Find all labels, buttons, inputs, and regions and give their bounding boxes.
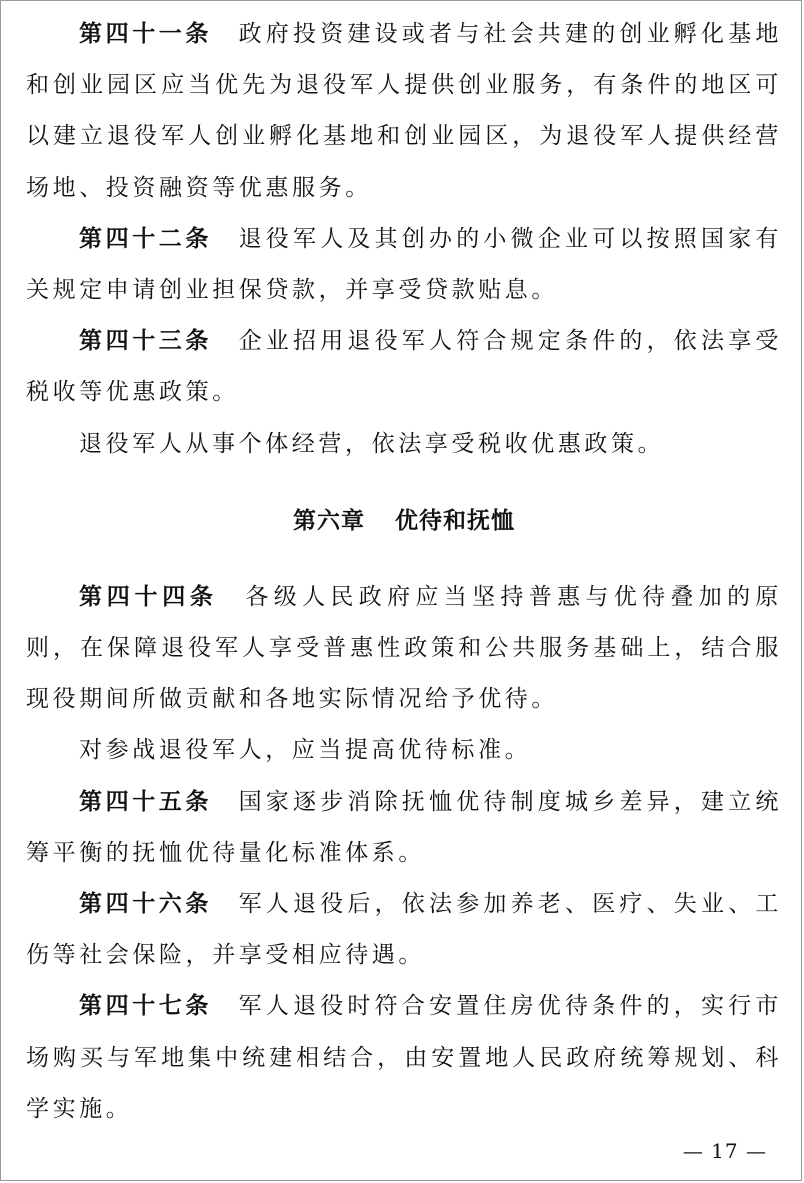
article-number: 第四十七条 (79, 993, 212, 1020)
chapter-title: 优待和抚恤 (395, 507, 515, 534)
article-44-continuation: 对参战退役军人，应当提高优待标准。 (79, 737, 532, 764)
article-number: 第四十四条 (79, 583, 218, 610)
chapter-heading (26, 470, 782, 572)
article-text: 军人退役后，依法参加养老、医疗、失业、工伤等社会保险，并享受相应待遇。 (26, 891, 782, 969)
article-text: 退役军人及其创办的小微企业可以按照国家有关规定申请创业担保贷款，并享受贷款贴息。 (26, 225, 782, 304)
page-number: — 17 — (682, 1139, 767, 1163)
article-42 (26, 214, 782, 316)
article-text: 国家逐步消除抚恤优待制度城乡差异，建立统筹平衡的抚恤优待量化标准体系。 (26, 788, 782, 866)
article-45 (26, 777, 782, 879)
page-content (26, 9, 782, 1135)
article-43-continuation: 退役军人从事个体经营，依法享受税收优惠政策。 (79, 430, 665, 457)
article-text: 政府投资建设或者与社会共建的创业孵化基地和创业园区应当优先为退役军人提供创业服务，有条件的地区可以建立退役军人创业孵化基地和创业园区，为退役军人提供经营场地、投资融资等优惠服务。 (26, 21, 782, 201)
article-number: 第四十六条 (79, 891, 212, 918)
article-43 (26, 316, 782, 418)
article-text: 各级人民政府应当坚持普惠与优待叠加的原则，在保障退役军人享受普惠性政策和公共服务基础上，结合服现役期间所做贡献和各地实际情况给予优待。 (26, 583, 783, 713)
article-text: 军人退役时符合安置住房优待条件的，实行市场购买与军地集中统建相结合，由安置地人民政府统筹规划、科学实施。 (26, 993, 782, 1122)
article-number: 第四十二条 (79, 225, 212, 252)
article-text: 企业招用退役军人符合规定条件的，依法享受税收等优惠政策。 (26, 328, 782, 406)
chapter-number: 第六章 (293, 507, 365, 534)
article-number: 第四十一条 (79, 21, 212, 47)
article-number: 第四十三条 (79, 328, 212, 355)
article-41 (26, 9, 782, 214)
article-47 (26, 981, 782, 1135)
article-44 (26, 572, 782, 726)
article-46 (26, 879, 782, 981)
article-number: 第四十五条 (79, 788, 212, 815)
